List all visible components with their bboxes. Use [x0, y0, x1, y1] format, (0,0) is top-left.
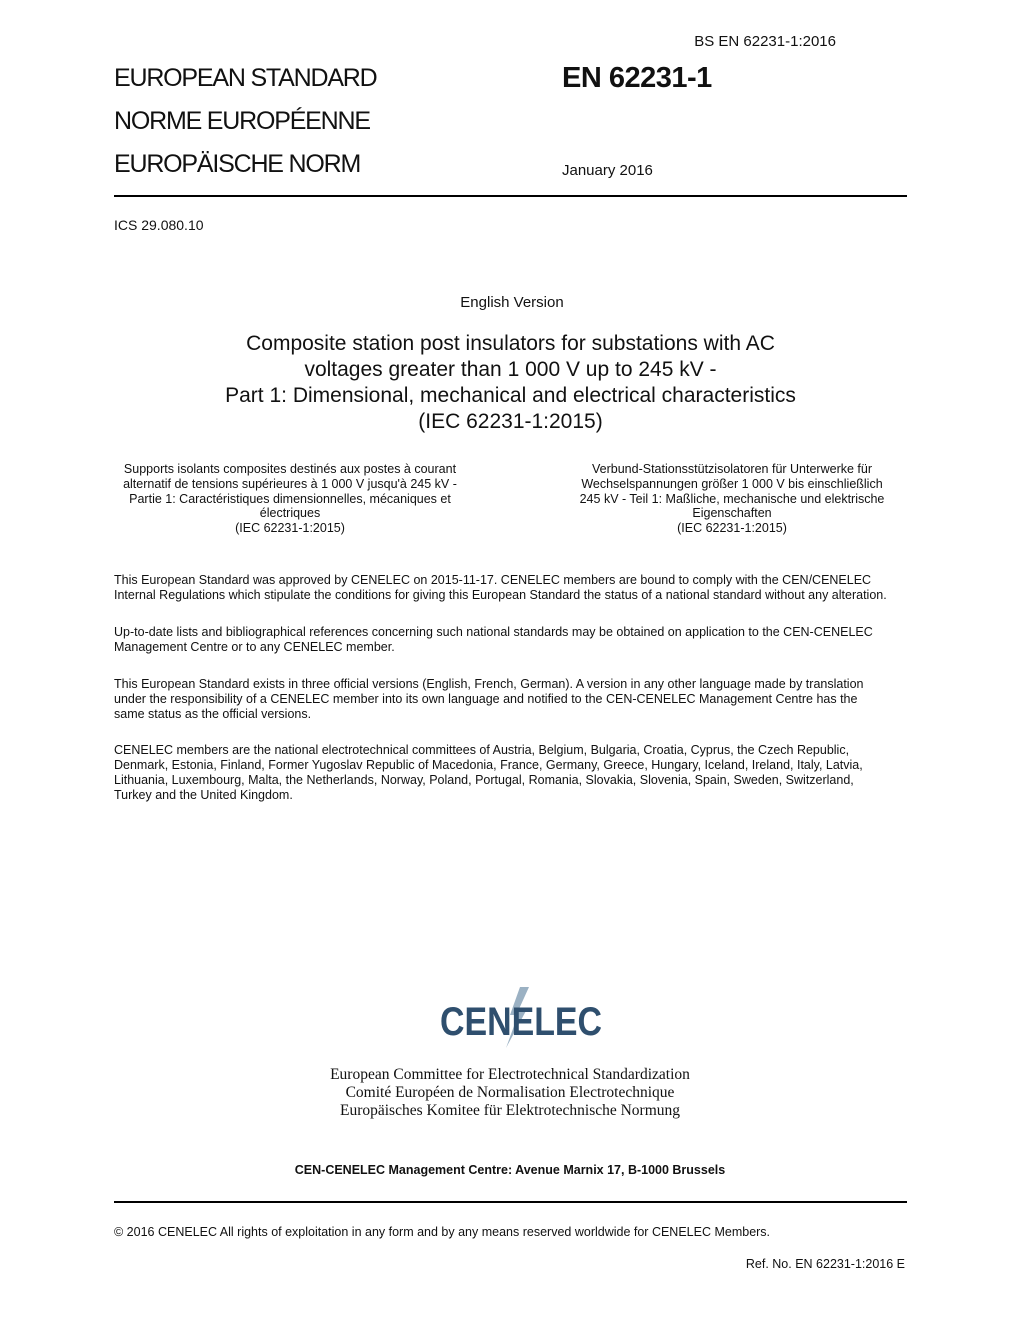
ics-code: ICS 29.080.10 [114, 217, 204, 233]
french-title-line: (IEC 62231-1:2015) [235, 521, 345, 536]
committee-name-de: Europäisches Komitee für Elektrotechnische Normung [339, 1102, 681, 1119]
document-title [114, 331, 907, 435]
version-label: English Version [460, 294, 564, 311]
german-title-line: (IEC 62231-1:2015) [677, 521, 787, 536]
paragraph-line: Lithuania, Luxembourg, Malta, the Netherlands, Norway, Poland, Portugal, Romania, Slovakia, Slovenia, Spain, Sweden, Switzerland, [114, 773, 854, 787]
reference-number: Ref. No. EN 62231-1:2016 E [745, 1257, 905, 1271]
paragraph-line: CENELEC members are the national electrotechnical committees of Austria, Belgium, Bulgaria, Croatia, Cyprus, the Czech Republic, [114, 743, 850, 757]
french-title-line: Partie 1: Caractéristiques dimensionnelles, mécaniques et [129, 491, 451, 506]
title-line: Composite station post insulators for substations with AC [246, 332, 775, 355]
standard-title-en: EUROPEAN STANDARD [114, 64, 377, 92]
publication-date: January 2016 [562, 162, 653, 179]
paragraph-line: Up-to-date lists and bibliographical references concerning such national standards may be obtained on application to the CEN-CENELEC [114, 625, 873, 639]
committee-name-en: European Committee for Electrotechnical Standardization [330, 1066, 690, 1083]
paragraph-line: under the responsibility of a CENELEC member into its own language and notified to the CEN-CENELEC Management Centre has the [114, 692, 858, 706]
committee-names [0, 1066, 1020, 1120]
paragraph-line: Turkey and the United Kingdom. [114, 788, 293, 802]
paragraph-line: same status as the official versions. [114, 707, 312, 721]
svg-text:CENELEC: CENELEC [440, 1000, 602, 1044]
paragraph-line: This European Standard was approved by CENELEC on 2015-11-17. CENELEC members are bound to comply with the CEN/CENELEC [114, 573, 872, 587]
german-title-line: 245 kV - Teil 1: Maßliche, mechanische und elektrische [579, 491, 885, 506]
members-paragraph [114, 743, 914, 803]
copyright-notice: © 2016 CENELEC All rights of exploitation in any form and by any means reserved worldwide for CENELEC Members. [114, 1225, 771, 1239]
top-divider [114, 195, 907, 197]
document-reference: BS EN 62231-1:2016 [694, 33, 836, 50]
german-title [556, 462, 908, 536]
standard-title-fr: NORME EUROPÉENNE [114, 107, 370, 135]
paragraph-line: This European Standard exists in three official versions (English, French, German). A version in any other language made by translation [114, 677, 864, 691]
french-title-line: électriques [259, 506, 321, 521]
german-title-line: Wechselspannungen größer 1 000 V bis einschließlich [581, 476, 883, 491]
approval-paragraph [114, 573, 914, 603]
paragraph-line: Denmark, Estonia, Finland, Former Yugoslav Republic of Macedonia, France, Germany, Greece, Hungary, Iceland, Ireland, Italy, Latvia, [114, 758, 863, 772]
management-centre-address: CEN-CENELEC Management Centre: Avenue Marnix 17, B-1000 Brussels [294, 1163, 726, 1177]
french-title-line: Supports isolants composites destinés aux postes à courant [123, 462, 457, 476]
cenelec-logo [436, 985, 606, 1050]
paragraph-line: Internal Regulations which stipulate the conditions for giving this European Standard the status of a national standard without any alteration. [114, 588, 887, 602]
french-title-line: alternatif de tensions supérieures à 1 000 V jusqu'à 245 kV - [123, 476, 457, 491]
references-paragraph [114, 625, 914, 655]
title-line: voltages greater than 1 000 V up to 245 kV - [304, 358, 717, 381]
french-title [114, 462, 466, 536]
german-title-line: Eigenschaften [692, 506, 772, 521]
standard-number: EN 62231-1 [562, 62, 712, 94]
committee-name-fr: Comité Européen de Normalisation Electrotechnique [345, 1084, 675, 1101]
bottom-divider [114, 1201, 907, 1203]
paragraph-line: Management Centre or to any CENELEC member. [114, 640, 395, 654]
lightning-bolt-icon [436, 985, 606, 1050]
title-line: Part 1: Dimensional, mechanical and electrical characteristics [225, 384, 796, 407]
title-line: (IEC 62231-1:2015) [418, 410, 603, 433]
standard-title-de: EUROPÄISCHE NORM [114, 150, 361, 178]
versions-paragraph [114, 677, 914, 722]
german-title-line: Verbund-Stationsstützisolatoren für Unterwerke für [592, 462, 872, 476]
